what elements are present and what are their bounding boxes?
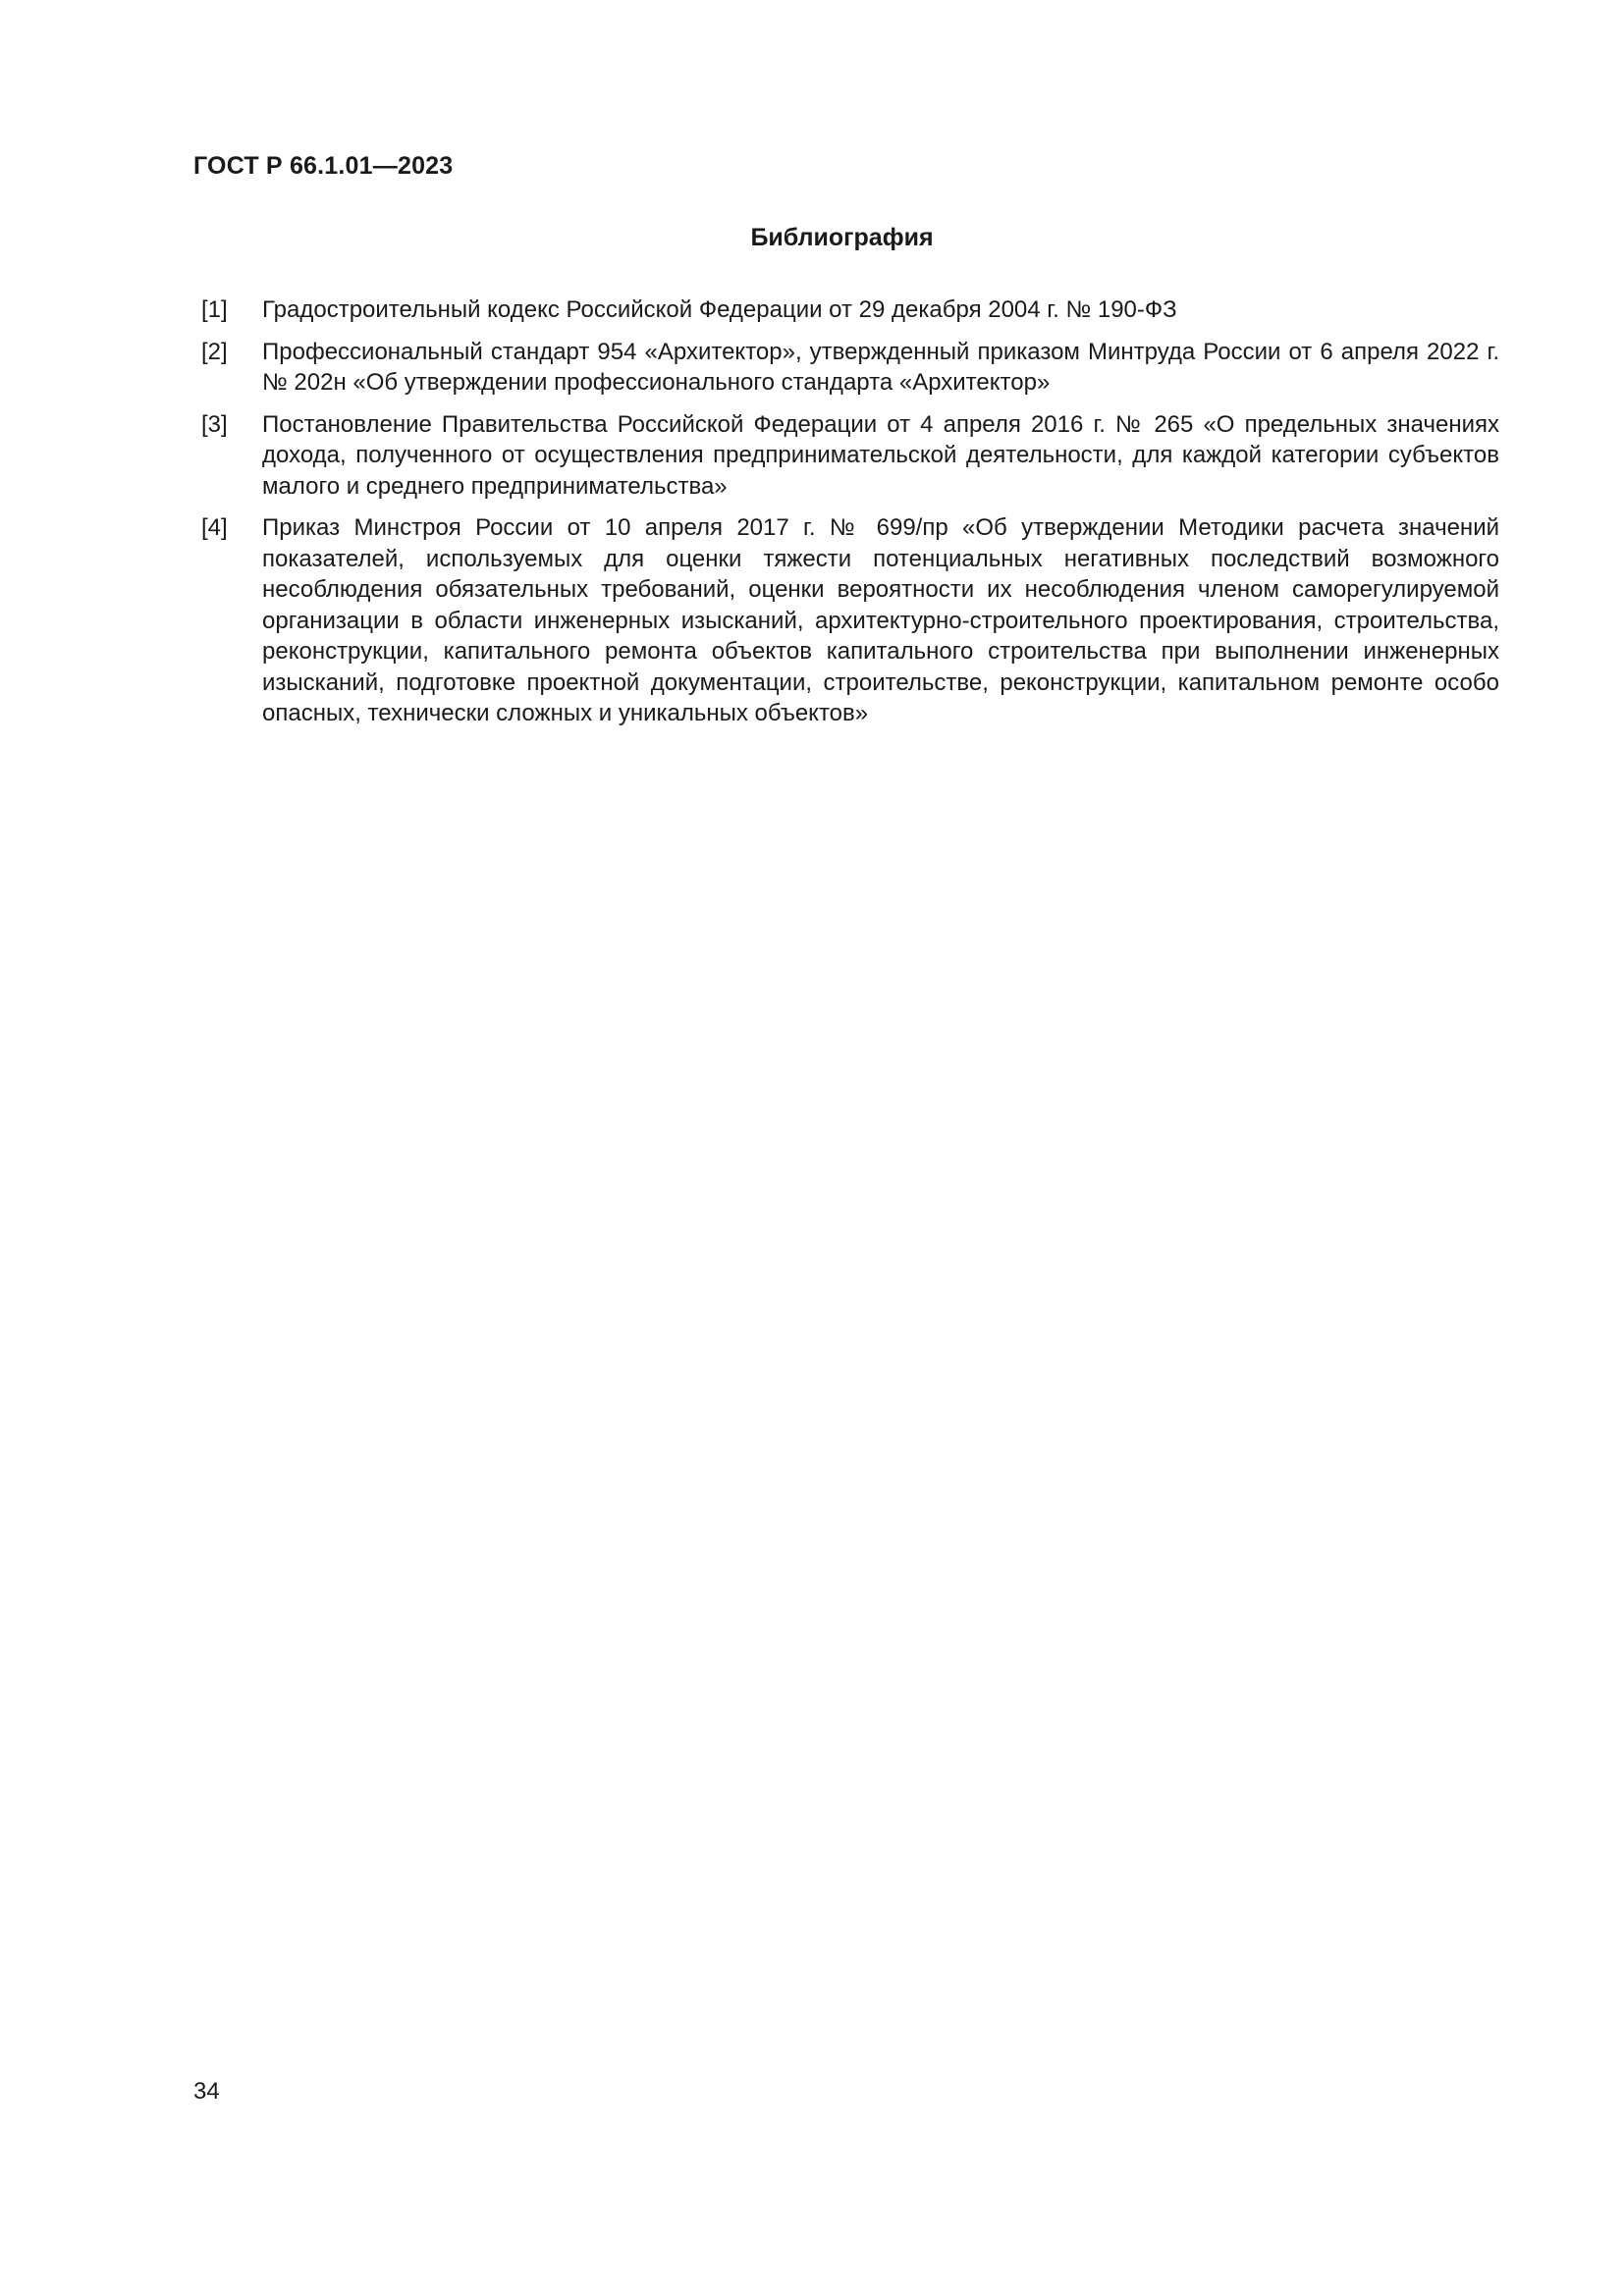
- section-title: Библиография: [750, 224, 934, 251]
- bibliography-list: [201, 294, 1499, 740]
- bibliography-item: [201, 294, 1499, 326]
- bibliography-item-number: [2]: [201, 338, 228, 365]
- bibliography-item: [201, 409, 1499, 503]
- page-number: 34: [193, 2078, 220, 2105]
- bibliography-item-number: [4]: [201, 514, 228, 541]
- bibliography-item: [201, 337, 1499, 399]
- bibliography-item: [201, 512, 1499, 729]
- bibliography-item-number: [1]: [201, 296, 228, 323]
- bibliography-item-number: [3]: [201, 410, 228, 438]
- standard-header: ГОСТ Р 66.1.01—2023: [193, 152, 454, 180]
- bibliography-item-text: Приказ Минстроя России от 10 апреля 2017 г. № 699/пр «Об утверждении Методики расчета значений показателей, используемых для оценки тяжести потенциальных негативных последствий возможного несоблюдения обязательных требований, оценки вероятности их несоблюдения членом саморегулируемой организации в области инженерных изысканий, архитектурно-строительного проектирования, строительства, реконструкции, капитального ремонта объектов капитального строительства при выполнении инженерных изысканий, подготовке проектной документации, строительстве, реконструкции, капитальном ремонте особо опасных, технически сложных и уникальных объектов»: [262, 514, 1499, 726]
- bibliography-item-text: Профессиональный стандарт 954 «Архитектор», утвержденный приказом Минтруда России от 6 апреля 2022 г. № 202н «Об утверждении профессионального стандарта «Архитектор»: [262, 338, 1499, 396]
- bibliography-item-text: Постановление Правительства Российской Федерации от 4 апреля 2016 г. № 265 «О предельных значениях дохода, полученного от осуществления предпринимательской деятельности, для каждой категории субъектов малого и среднего предпринимательства»: [262, 410, 1499, 500]
- bibliography-item-text: Градостроительный кодекс Российской Федерации от 29 декабря 2004 г. № 190-ФЗ: [262, 296, 1177, 323]
